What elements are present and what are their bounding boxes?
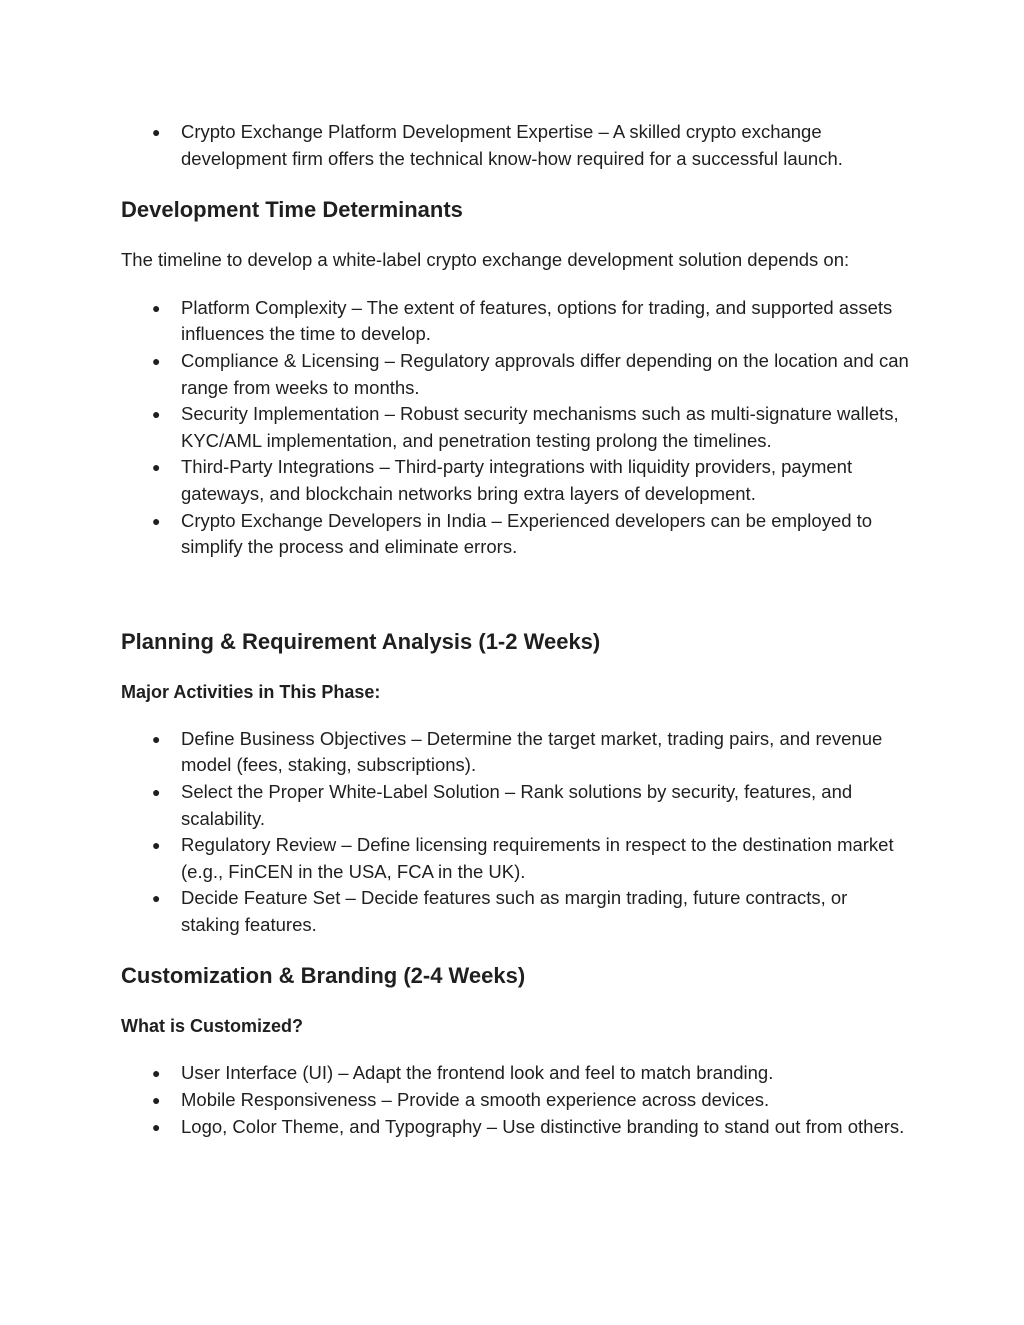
bullet-icon: ● xyxy=(152,1092,161,1109)
list-item-text: Platform Complexity – The extent of features, options for trading, and supported assets influences the time to develop. xyxy=(181,296,893,345)
list-item-text: Crypto Exchange Platform Development Expertise – A skilled crypto exchange development firm offers the technical know-how required for a successful launch. xyxy=(181,121,843,169)
bullet-icon: ● xyxy=(152,1065,161,1082)
list-item xyxy=(121,508,911,561)
bullet-icon: ● xyxy=(152,890,161,907)
planning-bullet-list xyxy=(121,726,911,939)
list-item xyxy=(121,1060,911,1087)
bullet-icon: ● xyxy=(152,352,161,369)
list-item xyxy=(121,401,911,454)
list-item-text: User Interface (UI) – Adapt the frontend look and feel to match branding. xyxy=(181,1062,774,1084)
list-item xyxy=(121,1114,911,1141)
list-item-text: Security Implementation – Robust security mechanisms such as multi-signature wallets, KYC/AML implementation, and penetration testing prolong the timelines. xyxy=(181,403,899,451)
bullet-icon: ● xyxy=(152,459,161,476)
list-item xyxy=(121,1087,911,1114)
list-item-text: Select the Proper White-Label Solution – Rank solutions by security, features, and scalability. xyxy=(181,780,853,829)
section-subheading: What is Customized? xyxy=(121,1016,304,1037)
determinants-bullet-list xyxy=(121,295,911,561)
list-item xyxy=(121,832,911,885)
section-heading-development-time: Development Time Determinants xyxy=(121,197,463,223)
bullet-icon: ● xyxy=(152,512,161,529)
list-item xyxy=(121,348,911,401)
section-heading-planning: Planning & Requirement Analysis (1-2 Weeks) xyxy=(121,628,601,654)
list-item-text: Compliance & Licensing – Regulatory approvals differ depending on the location and can range from weeks to months. xyxy=(181,349,909,398)
list-item-text: Crypto Exchange Developers in India – Experienced developers can be employed to simplify the process and eliminate errors. xyxy=(181,509,873,558)
section-heading-customization: Customization & Branding (2-4 Weeks) xyxy=(121,963,526,989)
section-paragraph: The timeline to develop a white-label crypto exchange development solution depends on: xyxy=(121,249,850,271)
list-item xyxy=(121,726,911,779)
list-item-text: Mobile Responsiveness – Provide a smooth experience across devices. xyxy=(181,1089,770,1111)
intro-bullet-list xyxy=(121,119,911,172)
list-item xyxy=(121,779,911,832)
bullet-icon: ● xyxy=(152,406,161,423)
bullet-icon: ● xyxy=(152,299,161,316)
bullet-icon: ● xyxy=(152,837,161,854)
bullet-icon: ● xyxy=(152,1118,161,1135)
bullet-icon: ● xyxy=(152,783,161,800)
customization-bullet-list xyxy=(121,1060,911,1140)
list-item-text: Regulatory Review – Define licensing requirements in respect to the destination market (e.g., FinCEN in the USA, FCA in the UK). xyxy=(181,834,894,882)
list-item xyxy=(121,295,911,348)
list-item xyxy=(121,119,911,172)
list-item-text: Logo, Color Theme, and Typography – Use distinctive branding to stand out from others. xyxy=(181,1115,905,1137)
list-item-text: Define Business Objectives – Determine the target market, trading pairs, and revenue model (fees, staking, subscriptions). xyxy=(181,727,883,776)
section-subheading: Major Activities in This Phase: xyxy=(121,681,381,702)
bullet-icon: ● xyxy=(152,124,161,140)
document-page xyxy=(121,119,911,1140)
bullet-icon: ● xyxy=(152,730,161,747)
list-item xyxy=(121,454,911,507)
list-item-text: Decide Feature Set – Decide features such as margin trading, future contracts, or staking features. xyxy=(181,887,848,935)
list-item xyxy=(121,885,911,938)
list-item-text: Third-Party Integrations – Third-party integrations with liquidity providers, payment gateways, and blockchain networks bring extra layers of development. xyxy=(181,456,853,504)
